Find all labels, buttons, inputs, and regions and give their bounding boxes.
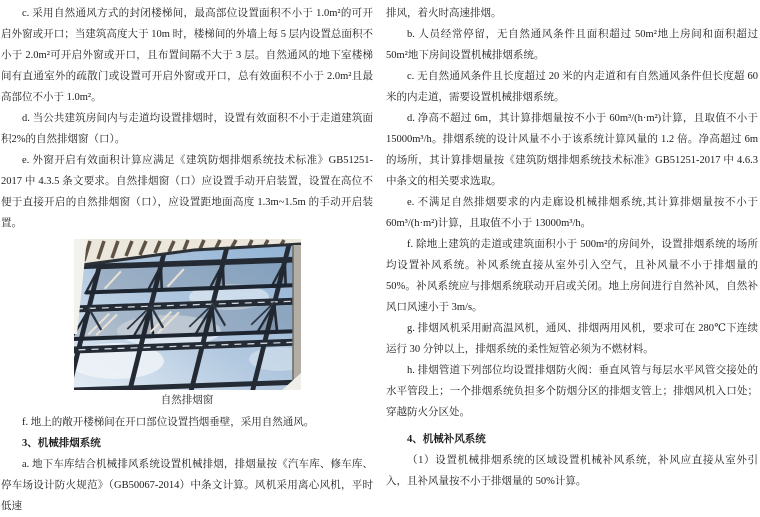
- paragraph-a-garage-exhaust-end: 排风，着火时高速排烟。: [386, 8, 502, 19]
- paragraph-d-public-building-corridor: d. 当公共建筑房间内与走道均设置排烟时，设置有效面积不小于走道建筑面积2%的自然排烟窗（口）。: [1, 113, 373, 145]
- paragraph-f-open-stairwell: f. 地上的敞开楼梯间在开口部位设置挡烟垂壁，采用自然通风。: [22, 417, 315, 428]
- paragraph-c-interior-corridors: c. 无自然通风条件且长度超过 20 米的内走道和有自然通风条件但长度超 60 米的内走道，需要设置机械排烟系统。: [386, 71, 758, 103]
- paragraph-d-exhaust-volume-calc: d. 净高不超过 6m，其计算排烟量按不小于 60m³/(h·m²)计算，且取值不小于 15000m³/h。排烟系统的设计风量不小于该系统计算风量的 1.2 倍。净高超过 6m 的场所，其计算排烟量按《建筑防烟排烟系统技术标准》GB51251-2017 中 4.6.3 中条文的相关要求选取。: [386, 113, 758, 187]
- paragraph-a-garage-exhaust-start: a. 地下车库结合机械排风系统设置机械排烟，排烟量按《汽车库、修车库、停车场设计防火规范》（GB50067-2014）中条文计算。风机采用离心风机，平时低速: [1, 459, 373, 512]
- left-column: [1, 3, 373, 517]
- paragraph-e-window-opening-area: e. 外窗开启有效面积计算应满足《建筑防烟排烟系统技术标准》GB51251-2017 中 4.3.5 条文要求。自然排烟窗（口）应设置手动开启装置，设置在高位不便于直接开启的自然排烟窗（口），应设置距地面高度 1.3m~1.5m 的手动开启装置。: [1, 155, 373, 229]
- natural-smoke-vent-window-photo: [74, 239, 301, 390]
- paragraph-e-corridor-exhaust-volume: e. 不满足自然排烟要求的内走廊设机械排烟系统,其计算排烟量按不小于 60m³/(h·m²)计算，且取值不小于 13000m³/h。: [386, 197, 758, 229]
- paragraph-f-makeup-air-requirement: f. 除地上建筑的走道或建筑面积小于 500m²的房间外，设置排烟系统的场所均设置补风系统。补风系统直接从室外引入空气，且补风量不小于排烟量的 50%。补风系统应与排烟系统联动开启或关闭。地上房间进行自然补风，自然补风口风速小于 3m/s。: [386, 239, 758, 313]
- paragraph-g-exhaust-fan-spec: g. 排烟风机采用耐高温风机，通风、排烟两用风机，要求可在 280℃下连续运行 30 分钟以上，排烟系统的柔性短管必须为不燃材料。: [386, 323, 758, 355]
- heading-mechanical-makeup-air-system: 4、机械补风系统: [407, 434, 486, 445]
- heading-mechanical-smoke-exhaust-system: 3、机械排烟系统: [22, 438, 101, 449]
- paragraph-h-fire-damper-locations: h. 排烟管道下列部位均设置排烟防火阀：垂直风管与每层水平风管交接处的水平管段上；一个排烟系统负担多个防烟分区的排烟支管上；排烟风机入口处；穿越防火分区处。: [386, 365, 758, 418]
- figure-natural-smoke-vent-window: [1, 239, 373, 412]
- paragraph-b-occupied-rooms: b. 人员经常停留，无自然通风条件且面积超过 50m²地上房间和面积超过 50m²地下房间设置机械排烟系统。: [386, 29, 758, 61]
- paragraph-c-natural-ventilation-stairwell: c. 采用自然通风方式的封闭楼梯间，最高部位设置面积不小于 1.0m²的可开启外窗或开口；当建筑高度大于 10m 时，楼梯间的外墙上每 5 层内设置总面积不小于 2.0m²可开启外窗或开口，且布置间隔不大于 3 层。自然通风的地下室楼梯间有直通室外的疏散门或设置可开启外窗或开口，总有效面积不小于 2.0m²且最高部位不小于 1.0m²。: [1, 8, 373, 103]
- right-column: [386, 3, 758, 517]
- paragraph-1-makeup-air-system: （1）设置机械排烟系统的区域设置机械补风系统，补风应直接从室外引入，且补风量按不小于排烟量的 50%计算。: [386, 455, 758, 487]
- figure-caption: 自然排烟窗: [160, 395, 214, 406]
